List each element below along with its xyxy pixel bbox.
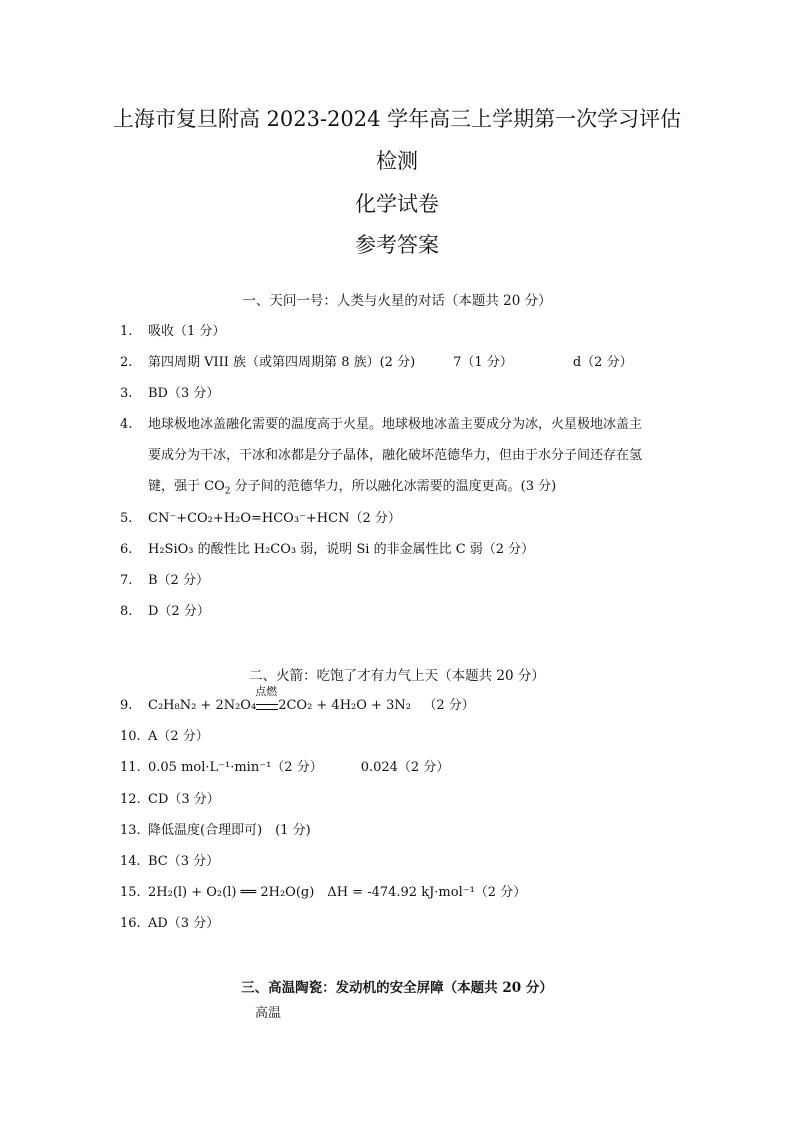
item-text: BD（3 分） [148, 386, 220, 401]
item-number: 10. [120, 729, 141, 744]
answer-item-2 [120, 347, 690, 378]
item-number: 5. [120, 511, 133, 526]
answer-item-6 [120, 534, 690, 565]
equation-right: 2CO₂ + 4H₂O + 3N₂ [278, 698, 411, 713]
item-text-c: d（2 分） [572, 355, 633, 370]
answer-item-4-line2: 要成分为干冰，干冰和冰都是分子晶体，融化破坏范德华力，但由于水分子间还存在氢 [148, 448, 643, 463]
equals-bar [256, 704, 278, 710]
item-text: CD（3 分） [148, 792, 220, 807]
document-title-line1: 上海市复旦附高 2023-2024 学年高三上学期第一次学习评估 [112, 107, 682, 131]
item-text: B（2 分） [148, 573, 209, 588]
item-score: （2 分） [423, 698, 475, 713]
item-text: 2H₂(l) + O₂(l) ══ 2H₂O(g) ΔH = -474.92 kJ·mol⁻¹（2 分） [148, 885, 527, 900]
answer-item-13 [120, 815, 690, 846]
answer-item-5 [120, 503, 690, 534]
item-text-a: 第四周期 VIII 族（或第四周期第 8 族）(2 分) [148, 355, 416, 370]
item-text: 降低温度(合理即可) (1 分) [148, 823, 311, 838]
item-text-b: 0.024（2 分） [360, 760, 450, 775]
reaction-condition [255, 685, 278, 721]
item-text: D（2 分） [148, 604, 210, 619]
answer-item-7 [120, 565, 690, 596]
item-number: 7. [120, 573, 133, 588]
item-number: 13. [120, 823, 141, 838]
answer-item-16 [120, 908, 690, 939]
section1-heading: 一、天问一号：人类与火星的对话（本题共 20 分） [242, 293, 552, 309]
equation-left: C₂H₈N₂ + 2N₂O₄ [148, 698, 257, 713]
item-number: 6. [120, 542, 133, 557]
answer-item-10 [120, 721, 690, 752]
item-text: AD（3 分） [148, 916, 220, 931]
item-text-b: 7（1 分） [453, 355, 513, 370]
answer-item-3 [120, 378, 690, 409]
section3-fragment: 高温 [255, 1006, 282, 1021]
answer-item-11 [120, 752, 690, 783]
item-number: 9. [120, 698, 133, 713]
item-text: 吸收（1 分） [148, 324, 226, 339]
condition-label: 点燃 [255, 685, 278, 698]
item-text: A（2 分） [148, 729, 209, 744]
section3-heading: 三、高温陶瓷：发动机的安全屏障（本题共 20 分） [241, 980, 553, 996]
item-number: 3. [120, 386, 133, 401]
subscript: 2 [224, 486, 231, 497]
item-text-line3a: 键，强于 CO [148, 479, 225, 494]
item-text: BC（3 分） [148, 854, 220, 869]
item-number: 8. [120, 604, 133, 619]
item-number: 11. [120, 760, 141, 775]
answer-item-9 [120, 685, 690, 721]
answer-item-12 [120, 784, 690, 815]
answer-item-8 [120, 596, 690, 627]
item-text: H₂SiO₃ 的酸性比 H₂CO₃ 弱，说明 Si 的非金属性比 C 弱（2 分） [148, 542, 535, 557]
item-text-a: 0.05 mol·L⁻¹·min⁻¹（2 分） [148, 760, 323, 775]
answer-item-15 [120, 877, 690, 908]
answer-key-title: 参考答案 [355, 233, 439, 257]
subject-title: 化学试卷 [355, 192, 439, 216]
item-number: 1. [120, 324, 133, 339]
section2-heading: 二、火箭：吃饱了才有力气上天（本题共 20 分） [249, 668, 545, 684]
answer-item-1 [120, 316, 690, 347]
document-title-line2: 检测 [376, 149, 418, 173]
answer-item-4 [120, 409, 690, 440]
item-text-line1: 地球极地冰盖融化需要的温度高于火星。地球极地冰盖主要成分为冰，火星极地冰盖主 [148, 417, 643, 432]
item-number: 14. [120, 854, 141, 869]
item-number: 15. [120, 885, 141, 900]
item-text-line3b: 分子间的范德华力，所以融化冰需要的温度更高。(3 分) [230, 479, 557, 494]
item-number: 2. [120, 355, 133, 370]
item-number: 12. [120, 792, 141, 807]
answer-item-14 [120, 846, 690, 877]
item-text: CN⁻+CO₂+H₂O=HCO₃⁻+HCN（2 分） [148, 511, 401, 526]
item-number: 4. [120, 417, 133, 432]
item-number: 16. [120, 916, 141, 931]
